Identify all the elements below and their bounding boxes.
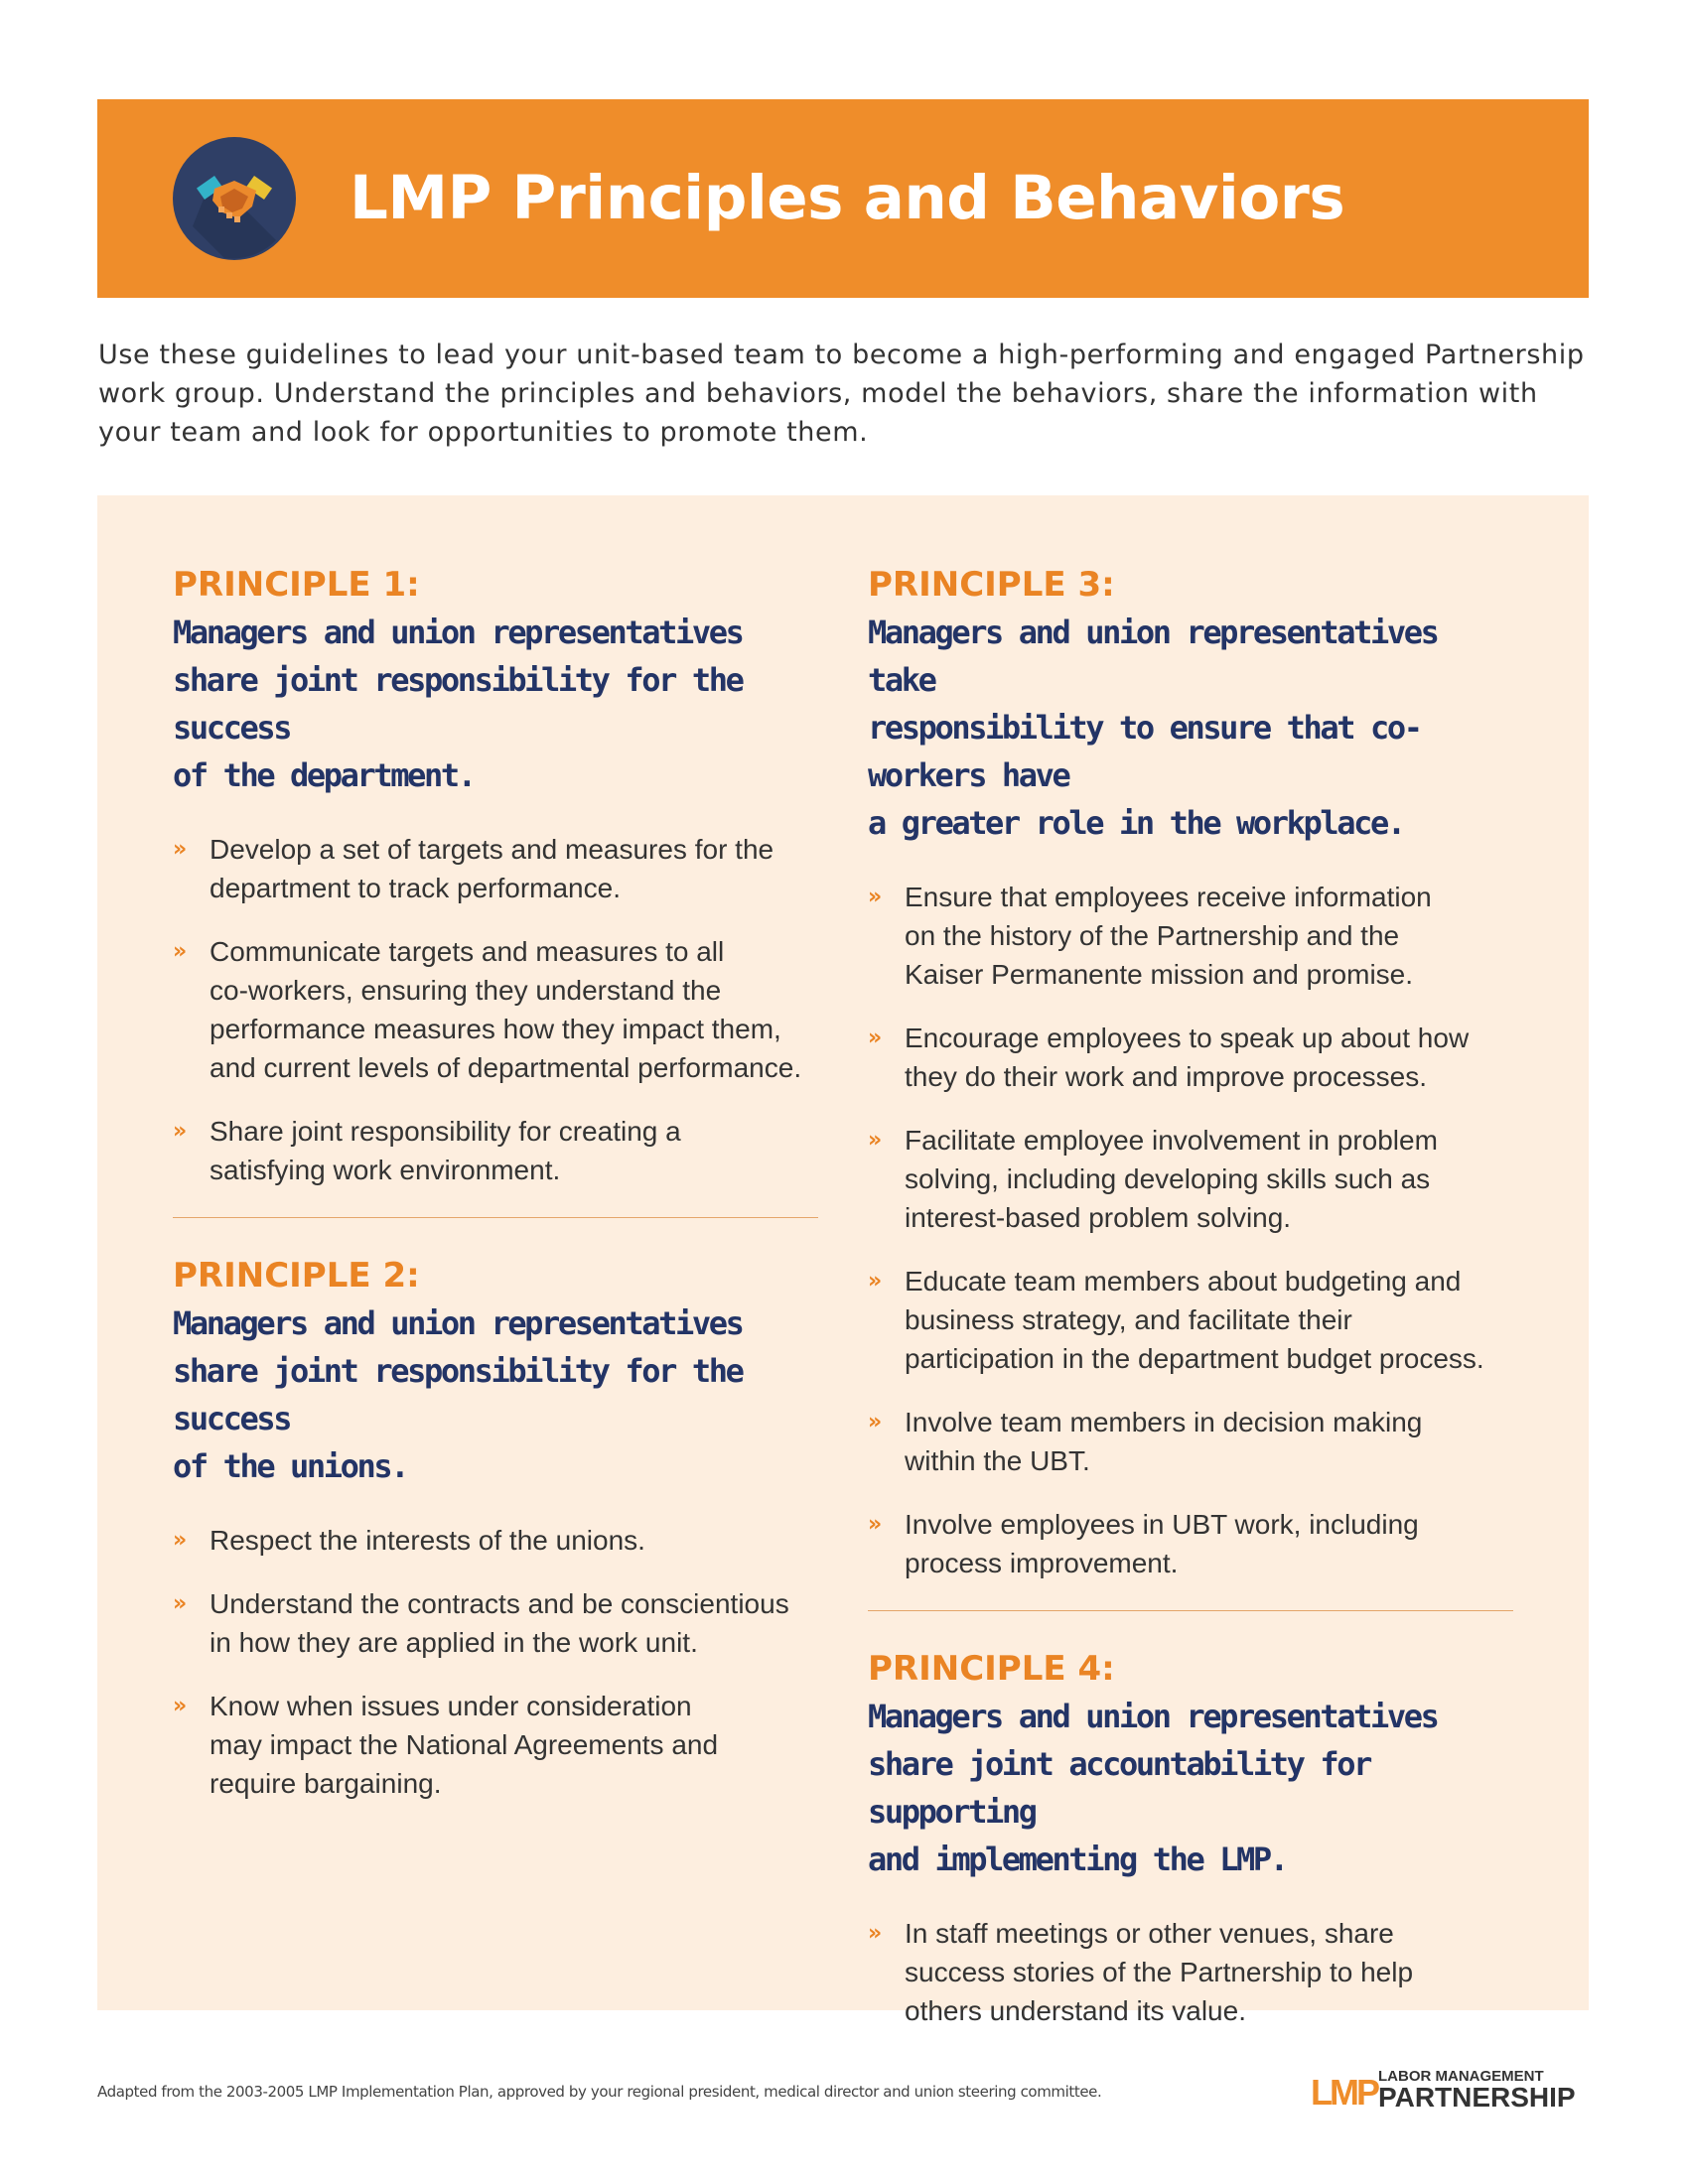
footer-note: Adapted from the 2003-2005 LMP Implementation Plan, approved by your regional president, medical director and union steering committee. bbox=[97, 2083, 1102, 2101]
list-item bbox=[868, 1262, 1515, 1378]
behavior-text: Know when issues under consideration may impact the National Agreements and require bargaining. bbox=[210, 1691, 719, 1799]
handshake-icon bbox=[173, 137, 296, 260]
logo-mark-text: LMP bbox=[1311, 2072, 1377, 2113]
behavior-text: Develop a set of targets and measures for the department to track performance. bbox=[210, 834, 774, 903]
section-divider bbox=[868, 1610, 1513, 1611]
chevron-right-icon: » bbox=[868, 1410, 883, 1434]
section-divider bbox=[173, 1217, 818, 1218]
chevron-right-icon: » bbox=[868, 1128, 883, 1153]
principle-heading: Managers and union representatives share joint responsibility for the success of the unions. bbox=[173, 1304, 743, 1485]
chevron-right-icon: » bbox=[173, 1528, 188, 1553]
principle-label: PRINCIPLE 2: bbox=[173, 1256, 420, 1296]
principle-1 bbox=[173, 561, 820, 1189]
principle-heading: Managers and union representatives take responsibility to ensure that co-workers have a greater role in the workplace. bbox=[868, 614, 1438, 842]
behavior-text: Share joint responsibility for creating a satisfying work environment. bbox=[210, 1116, 681, 1185]
behavior-text: Communicate targets and measures to all co-workers, ensuring they understand the performance measures how they impact them, and current levels of departmental performance. bbox=[210, 936, 802, 1083]
list-item bbox=[868, 1914, 1515, 2030]
behavior-text: Involve employees in UBT work, including process improvement. bbox=[905, 1509, 1419, 1578]
lmp-logo bbox=[1311, 2063, 1591, 2118]
principle-label: PRINCIPLE 1: bbox=[173, 565, 420, 605]
list-item bbox=[173, 1584, 820, 1662]
header-banner bbox=[97, 99, 1589, 298]
left-column bbox=[173, 561, 820, 1828]
page-title: LMP Principles and Behaviors bbox=[350, 163, 1345, 233]
behavior-list bbox=[868, 878, 1515, 1582]
list-item bbox=[173, 1112, 820, 1189]
chevron-right-icon: » bbox=[868, 1025, 883, 1050]
lmp-logo-mark bbox=[1311, 2071, 1377, 2113]
right-column bbox=[868, 561, 1515, 2055]
behavior-text: Educate team members about budgeting and business strategy, and facilitate their participation in the department budget process. bbox=[905, 1266, 1484, 1374]
principle-heading: Managers and union representatives share joint responsibility for the success of the department. bbox=[173, 614, 743, 794]
principles-panel bbox=[97, 495, 1589, 2026]
list-item bbox=[868, 878, 1515, 994]
behavior-list bbox=[173, 830, 820, 1189]
chevron-right-icon: » bbox=[868, 885, 883, 909]
chevron-right-icon: » bbox=[868, 1269, 883, 1294]
intro-paragraph: Use these guidelines to lead your unit-based team to become a high-performing and engaged Partnership work group. Understand the principles and behaviors, model the behaviors, share the information with your team and look for opportunities to promote them. bbox=[98, 340, 1585, 448]
principle-2 bbox=[173, 1252, 820, 1803]
behavior-list bbox=[173, 1521, 820, 1803]
chevron-right-icon: » bbox=[173, 1591, 188, 1616]
principle-4 bbox=[868, 1645, 1515, 2030]
principle-label: PRINCIPLE 3: bbox=[868, 565, 1115, 605]
principle-label: PRINCIPLE 4: bbox=[868, 1649, 1115, 1689]
behavior-text: Encourage employees to speak up about how they do their work and improve processes. bbox=[905, 1023, 1470, 1092]
chevron-right-icon: » bbox=[173, 1694, 188, 1718]
behavior-text: Involve team members in decision making within the UBT. bbox=[905, 1407, 1423, 1476]
behavior-text: Understand the contracts and be conscientious in how they are applied in the work unit. bbox=[210, 1588, 789, 1658]
list-item bbox=[868, 1403, 1515, 1480]
list-item bbox=[173, 830, 820, 907]
chevron-right-icon: » bbox=[173, 1119, 188, 1144]
behavior-text: In staff meetings or other venues, share success stories of the Partnership to help others understand its value. bbox=[905, 1918, 1414, 2026]
logo-line1: LABOR MANAGEMENT bbox=[1378, 2068, 1544, 2085]
behavior-list bbox=[868, 1914, 1515, 2030]
logo-line2: PARTNERSHIP bbox=[1378, 2082, 1576, 2113]
chevron-right-icon: » bbox=[868, 1921, 883, 1946]
behavior-text: Respect the interests of the unions. bbox=[210, 1525, 645, 1556]
principle-3 bbox=[868, 561, 1515, 1582]
behavior-text: Ensure that employees receive information on the history of the Partnership and the Kaiser Permanente mission and promise. bbox=[905, 882, 1432, 990]
behavior-text: Facilitate employee involvement in problem solving, including developing skills such as interest-based problem solving. bbox=[905, 1125, 1438, 1233]
principle-heading: Managers and union representatives share joint accountability for supporting and implementing the LMP. bbox=[868, 1698, 1438, 1878]
list-item bbox=[868, 1121, 1515, 1237]
list-item bbox=[868, 1019, 1515, 1096]
list-item bbox=[868, 1505, 1515, 1582]
chevron-right-icon: » bbox=[868, 1512, 883, 1537]
list-item bbox=[173, 1687, 820, 1803]
chevron-right-icon: » bbox=[173, 939, 188, 964]
list-item bbox=[173, 932, 820, 1087]
list-item bbox=[173, 1521, 820, 1560]
chevron-right-icon: » bbox=[173, 837, 188, 862]
